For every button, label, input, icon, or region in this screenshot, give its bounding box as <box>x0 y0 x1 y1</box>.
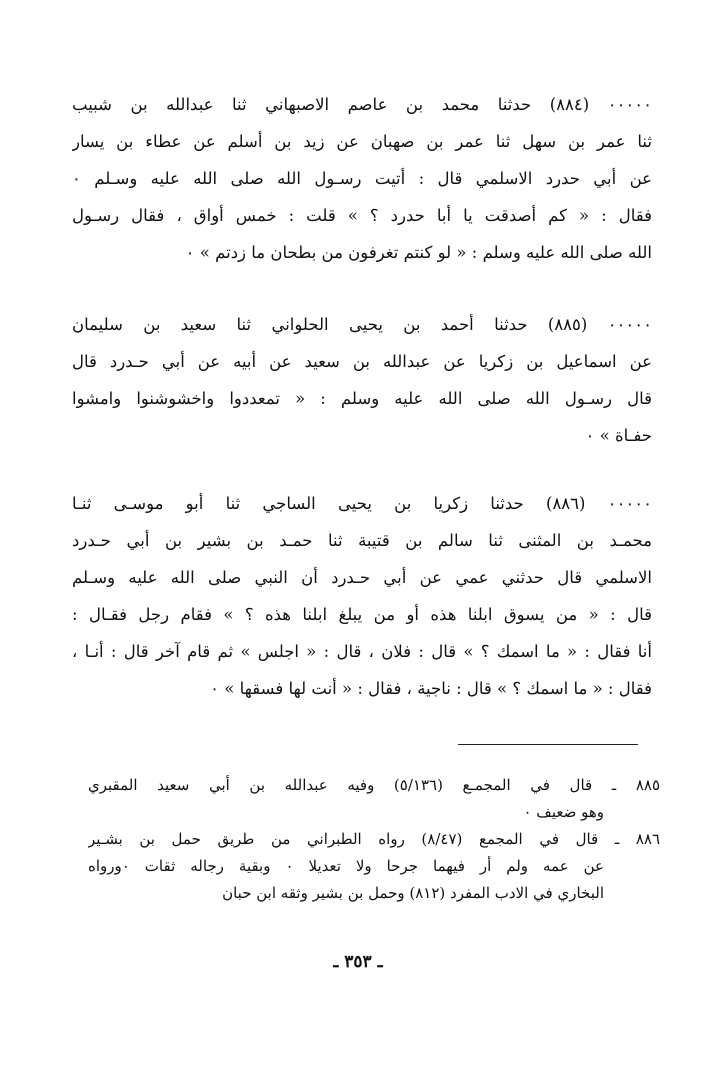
hadith-886 <box>72 485 652 707</box>
footnotes <box>88 772 660 907</box>
hadith-884 <box>72 86 652 271</box>
text-line: عن أبي حدرد الاسلمي قال : أتيت رسـول الله صلى الله عليه وسـلم ٠ <box>72 169 652 188</box>
footnote-885 <box>88 772 660 826</box>
footnote-line: البخاري في الادب المفرد (٨١٢) وحمل بن بشير وثقه ابن حبان <box>222 884 604 902</box>
text-line: حفـاة » ٠ <box>585 426 652 445</box>
text-line: ثنا عمر بن سهل ثنا عمر بن صهبان عن زيد بن أسلم عن عطاء بن يسار <box>72 132 652 151</box>
text-line: الله صلى الله عليه وسلم : « لو كنتم تغرفون من بطحان ما زدتم » ٠ <box>185 243 652 262</box>
text-line: فقال : « كم أصدقت يا أبا حدرد ؟ » قلت : خمس أواق ، فقال رسـول <box>72 206 652 225</box>
footnote-divider <box>458 744 638 745</box>
text-line: أنا فقال : « ما اسمك ؟ » قال : فلان ، قال : « اجلس » ثم قام آخر قال : أنـا ، <box>72 642 652 661</box>
text-line: الاسلمي قال حدثني عمي عن أبي حـدرد أن النبي صلى الله عليه وسـلم <box>72 568 652 587</box>
text-line: عن اسماعيل بن زكريا عن عبدالله بن سعيد عن أبيه عن أبي حـدرد قال <box>72 352 652 371</box>
text-line: قال رسـول الله صلى الله عليه وسلم : « تمعددوا واخشوشنوا وامشوا <box>72 389 652 408</box>
text-line: ٠٠٠٠٠ (٨٨٤) حدثنا محمد بن عاصم الاصبهاني ثنا عبدالله بن شبيب <box>72 95 652 114</box>
text-line: محمـد بن المثنى ثنا سالم بن قتيبة ثنا حمـد بن بشير بن أبي حـدرد <box>72 531 652 550</box>
text-line: فقال : « ما اسمك ؟ » قال : ناجية ، فقال : « أنت لها فسقها » ٠ <box>210 679 652 698</box>
footnote-886 <box>88 826 660 907</box>
page-number: ـ ٣٥٣ ـ <box>333 952 383 972</box>
footnote-line: عن عمه ولم أر فيهما جرحا ولا تعديلا ٠ وبقية رجاله ثقات ٠ورواه <box>88 857 604 875</box>
hadith-885 <box>72 306 652 454</box>
text-line: ٠٠٠٠٠ (٨٨٥) حدثنا أحمد بن يحيى الحلواني ثنا سعيد بن سليمان <box>72 315 652 334</box>
footnote-line: وهو ضعيف ٠ <box>523 803 604 821</box>
text-line: ٠٠٠٠٠ (٨٨٦) حدثنا زكريا بن يحيى الساجي ثنا أبو موسـى ثنـا <box>72 494 652 513</box>
footnote-line: ٨٨٥ ـ قال في المجمـع (٥/١٣٦) وفيه عبدالله بن أبي سعيد المقبري <box>88 776 660 794</box>
footnote-line: ٨٨٦ ـ قال في المجمع (٨/٤٧) رواه الطبراني من طريق حمل بن بشـير <box>88 830 660 848</box>
text-line: قال : « من يسوق ابلنا هذه أو من يبلغ ابلنا هذه ؟ » فقام رجل فقـال : <box>72 605 652 624</box>
